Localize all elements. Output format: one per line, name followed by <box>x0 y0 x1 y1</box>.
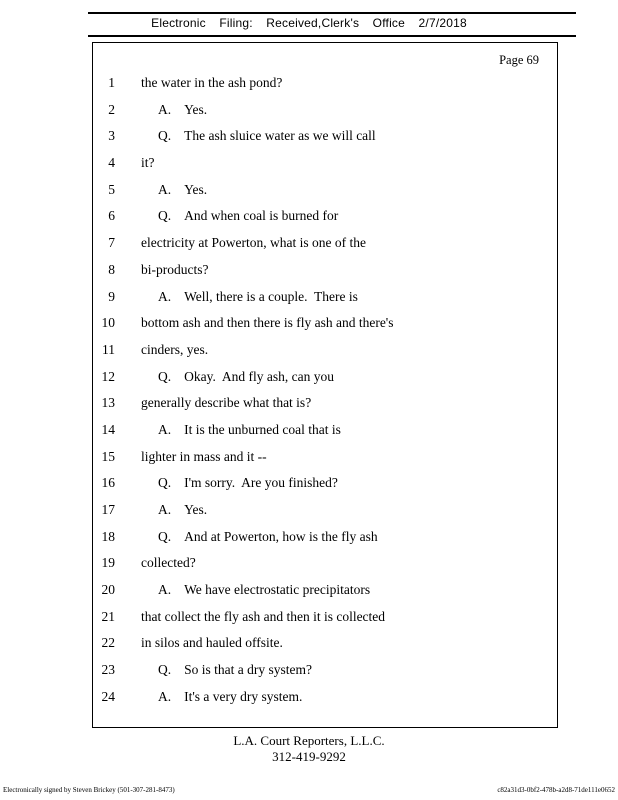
transcript-line <box>93 235 557 262</box>
speaker-prefix: A. <box>158 101 172 117</box>
speaker-prefix: Q. <box>158 662 172 678</box>
transcript-line <box>93 155 557 182</box>
speaker-prefix: A. <box>158 688 172 704</box>
transcript-line <box>93 502 557 529</box>
line-number: 10 <box>101 315 115 331</box>
transcript-line <box>93 369 557 396</box>
line-text: bottom ash and then there is fly ash and there's <box>141 315 394 331</box>
line-number: 22 <box>101 635 115 651</box>
transcript-line <box>93 262 557 289</box>
line-text: A. Well, there is a couple. There is <box>158 288 358 304</box>
transcript-line <box>93 289 557 316</box>
transcript-line <box>93 555 557 582</box>
line-number: 13 <box>101 395 115 411</box>
line-text: A. Yes. <box>158 502 208 517</box>
transcript-lines <box>93 75 557 716</box>
speaker-prefix: Q. <box>158 208 172 224</box>
line-text: cinders, yes. <box>141 341 209 357</box>
line-text: Q. And at Powerton, how is the fly ash <box>158 528 378 544</box>
stamp-top-rule <box>88 12 576 14</box>
transcript-line <box>93 342 557 369</box>
line-number: 2 <box>108 101 115 117</box>
line-text: A. It is the unburned coal that is <box>158 421 341 437</box>
line-number: 11 <box>102 341 115 357</box>
line-text: that collect the fly ash and then it is collected <box>141 608 386 624</box>
line-text: Q. So is that a dry system? <box>158 662 312 678</box>
line-number: 20 <box>101 582 115 598</box>
line-text: lighter in mass and it -- <box>141 448 267 464</box>
transcript-line <box>93 395 557 422</box>
speaker-prefix: A. <box>158 502 172 517</box>
line-text: the water in the ash pond? <box>141 75 283 90</box>
line-number: 12 <box>101 368 115 384</box>
line-number: 14 <box>101 421 115 437</box>
page-number-label: Page 69 <box>499 53 539 67</box>
line-text: collected? <box>141 555 196 571</box>
line-text: it? <box>141 155 155 171</box>
line-number: 7 <box>108 235 115 251</box>
reporter-company: L.A. Court Reporters, L.L.C. <box>233 733 385 748</box>
line-number: 17 <box>101 502 115 517</box>
speaker-prefix: A. <box>158 582 172 598</box>
reporter-phone: 312-419-9292 <box>272 749 346 764</box>
speaker-prefix: Q. <box>158 128 172 144</box>
line-number: 21 <box>101 608 115 624</box>
transcript-line <box>93 529 557 556</box>
transcript-line <box>93 422 557 449</box>
transcript-line <box>93 689 557 716</box>
line-number: 6 <box>108 208 115 224</box>
transcript-line <box>93 449 557 476</box>
line-number: 4 <box>108 155 115 171</box>
line-number: 24 <box>101 688 115 704</box>
speaker-prefix: Q. <box>158 368 172 384</box>
transcript-line <box>93 609 557 636</box>
efiling-stamp: Electronic Filing: Received,Clerk's Office 2/7/2018 <box>151 16 467 30</box>
speaker-prefix: A. <box>158 421 172 437</box>
transcript-line <box>93 102 557 129</box>
bottom-meta <box>3 786 615 794</box>
line-number: 16 <box>101 475 115 491</box>
document-id: c82a31d3-0bf2-478b-a2d8-71de111e0652 <box>497 786 615 794</box>
transcript-line <box>93 182 557 209</box>
line-text: A. It's a very dry system. <box>158 688 303 704</box>
speaker-prefix: A. <box>158 288 172 304</box>
transcript-line <box>93 75 557 102</box>
transcript-line <box>93 128 557 155</box>
transcript-line <box>93 208 557 235</box>
transcript-page-box <box>92 42 558 728</box>
line-number: 1 <box>108 75 115 90</box>
line-text: electricity at Powerton, what is one of the <box>141 235 366 251</box>
reporter-footer <box>0 733 618 765</box>
speaker-prefix: Q. <box>158 528 172 544</box>
speaker-prefix: Q. <box>158 475 172 491</box>
line-number: 23 <box>101 662 115 678</box>
line-number: 18 <box>101 528 115 544</box>
stamp-bottom-rule <box>88 35 576 37</box>
line-number: 5 <box>108 181 115 197</box>
line-text: in silos and hauled offsite. <box>141 635 283 651</box>
line-number: 15 <box>101 448 115 464</box>
line-text: bi-products? <box>141 261 209 277</box>
line-text: A. We have electrostatic precipitators <box>158 582 371 598</box>
line-number: 9 <box>108 288 115 304</box>
transcript-line <box>93 315 557 342</box>
transcript-line <box>93 662 557 689</box>
line-number: 8 <box>108 261 115 277</box>
transcript-line <box>93 582 557 609</box>
line-text: Q. I'm sorry. Are you finished? <box>158 475 338 491</box>
line-number: 3 <box>108 128 115 144</box>
transcript-line <box>93 475 557 502</box>
line-text: A. Yes. <box>158 181 208 197</box>
line-text: Q. The ash sluice water as we will call <box>158 128 376 144</box>
line-text: Q. Okay. And fly ash, can you <box>158 368 334 384</box>
transcript-line <box>93 635 557 662</box>
electronic-signature: Electronically signed by Steven Brickey (501-307-281-8473) <box>3 786 175 794</box>
line-text: generally describe what that is? <box>141 395 312 411</box>
line-text: Q. And when coal is burned for <box>158 208 339 224</box>
speaker-prefix: A. <box>158 181 172 197</box>
line-number: 19 <box>101 555 115 571</box>
line-text: A. Yes. <box>158 101 208 117</box>
